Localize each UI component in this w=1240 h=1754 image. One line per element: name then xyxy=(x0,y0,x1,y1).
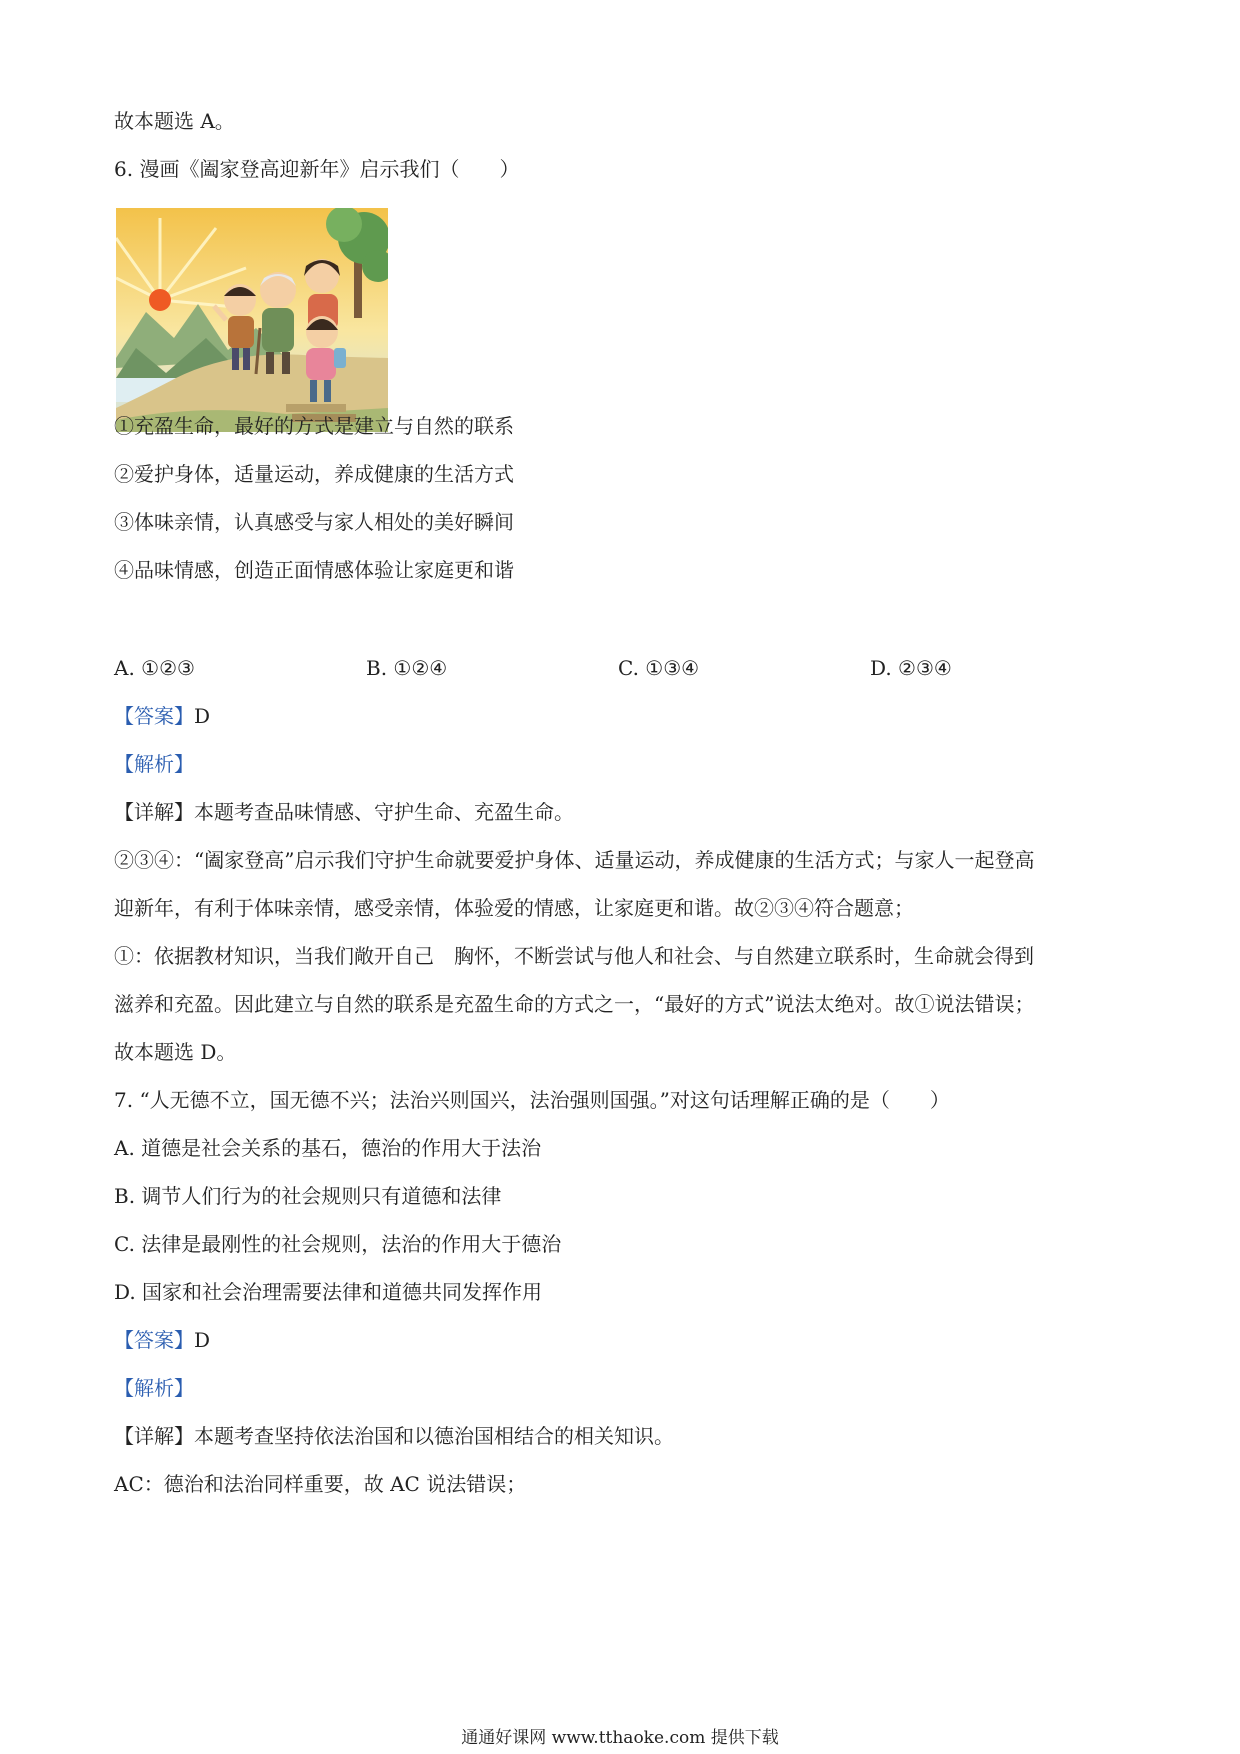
answer-value: D xyxy=(194,1328,211,1352)
q5-conclusion: 故本题选 A。 xyxy=(114,109,235,133)
q6-option-d: D. ②③④ xyxy=(870,656,952,680)
q6-statement: ③体味亲情，认真感受与家人相处的美好瞬间 xyxy=(114,510,514,534)
answer-tag: 【答案】 xyxy=(114,704,194,728)
q6-analysis-tag: 【解析】 xyxy=(114,752,194,776)
q7-option-c: C. 法律是最刚性的社会规则，法治的作用大于德治 xyxy=(114,1232,562,1256)
q7-answer xyxy=(114,1326,210,1354)
q6-conclusion: 故本题选 D。 xyxy=(114,1040,237,1064)
q7-detail: 【详解】本题考查坚持依法治国和以德治国相结合的相关知识。 xyxy=(114,1424,674,1448)
answer-value: D xyxy=(194,704,211,728)
q7-option-b: B. 调节人们行为的社会规则只有道德和法律 xyxy=(114,1184,502,1208)
q7-option-d: D. 国家和社会治理需要法律和道德共同发挥作用 xyxy=(114,1280,543,1304)
family-climbing-cartoon xyxy=(116,208,388,432)
q6-explanation-line: 迎新年，有利于体味亲情，感受亲情，体验爱的情感，让家庭更和谐。故②③④符合题意； xyxy=(114,896,914,920)
q6-statement: ②爱护身体，适量运动，养成健康的生活方式 xyxy=(114,462,514,486)
q7-explanation-line: AC：德治和法治同样重要，故 AC 说法错误； xyxy=(114,1472,527,1496)
q6-statement: ①充盈生命，最好的方式是建立与自然的联系 xyxy=(114,414,514,438)
q6-stem: 6. 漫画《阖家登高迎新年》启示我们（ ） xyxy=(114,157,520,181)
q6-detail: 【详解】本题考查品味情感、守护生命、充盈生命。 xyxy=(114,800,574,824)
q7-option-a: A. 道德是社会关系的基石，德治的作用大于法治 xyxy=(114,1136,542,1160)
q6-answer xyxy=(114,702,210,730)
q6-explanation-line: ②③④：“阖家登高”启示我们守护生命就要爱护身体、适量运动，养成健康的生活方式；与家人一起登高 xyxy=(114,848,1035,872)
q7-analysis-tag: 【解析】 xyxy=(114,1376,194,1400)
q6-option-b: B. ①②④ xyxy=(366,656,448,680)
page-footer: 通通好课网 www.tthaoke.com 提供下载 xyxy=(461,1728,779,1748)
q6-option-a: A. ①②③ xyxy=(114,656,195,680)
q7-stem: 7. “人无德不立，国无德不兴；法治兴则国兴，法治强则国强。”对这句话理解正确的是（ ） xyxy=(114,1088,950,1112)
q6-explanation-line: ①：依据教材知识，当我们敞开自己 胸怀，不断尝试与他人和社会、与自然建立联系时，生命就会得到 xyxy=(114,944,1034,968)
q6-explanation-line: 滋养和充盈。因此建立与自然的联系是充盈生命的方式之一，“最好的方式”说法太绝对。故①说法错误； xyxy=(114,992,1035,1016)
q6-option-c: C. ①③④ xyxy=(618,656,700,680)
q6-statement: ④品味情感，创造正面情感体验让家庭更和谐 xyxy=(114,558,514,582)
answer-tag: 【答案】 xyxy=(114,1328,194,1352)
